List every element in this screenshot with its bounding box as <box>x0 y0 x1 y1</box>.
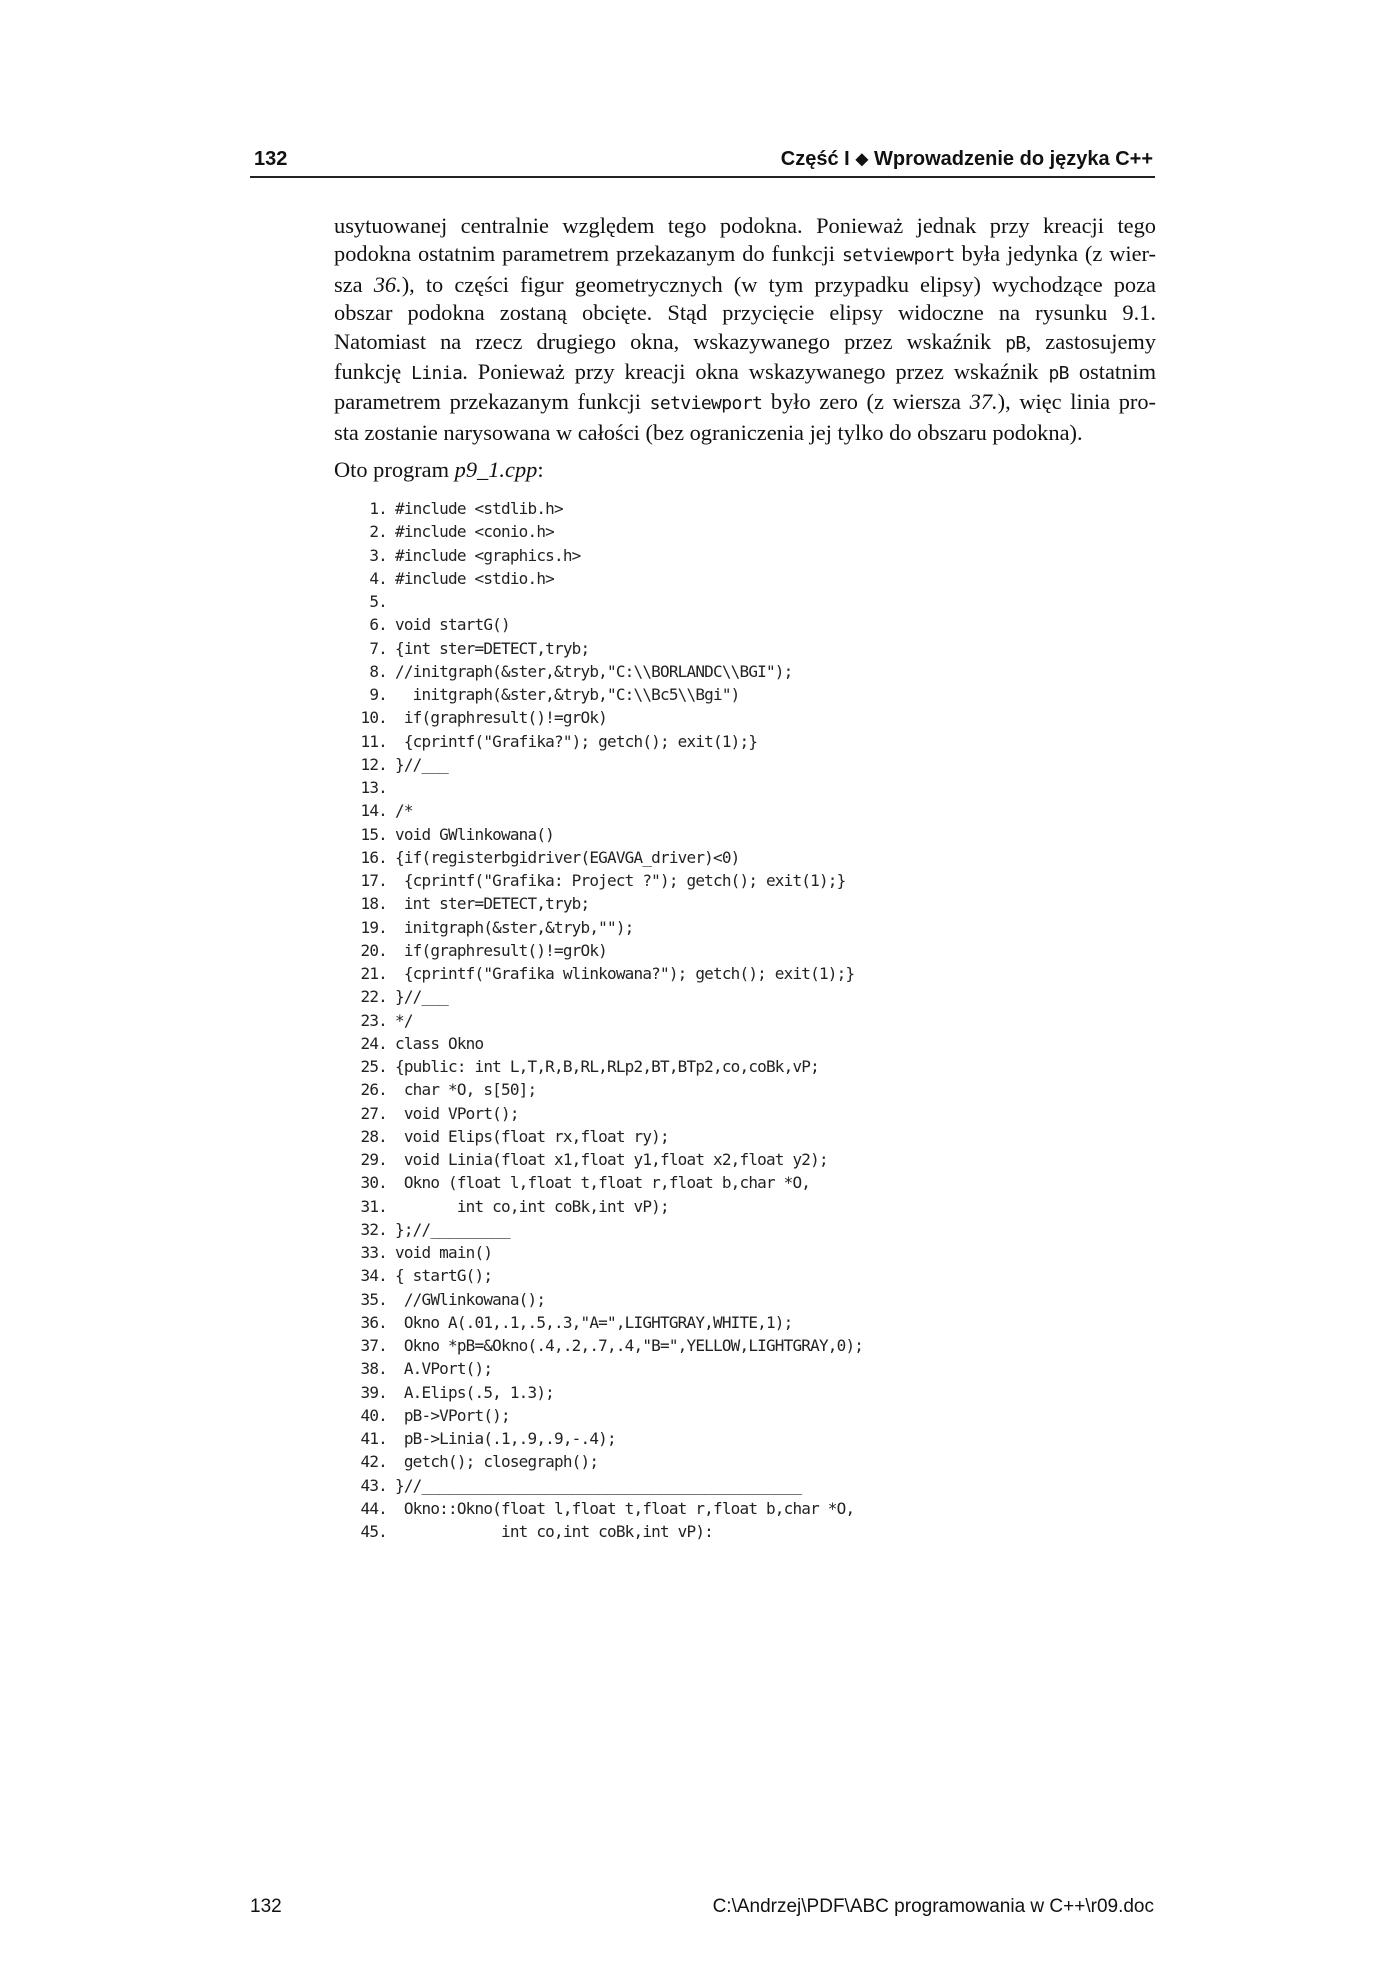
code-line <box>350 753 1150 776</box>
code-text: int co,int coBk,int vP): <box>395 1522 713 1541</box>
code-line <box>350 1032 1150 1055</box>
code-text: #include <stdlib.h> <box>395 499 563 518</box>
code-line <box>350 776 1150 799</box>
code-text: Okno::Okno(float l,float t,float r,float b,char *O, <box>395 1498 855 1518</box>
header-page-number: 132 <box>254 148 288 170</box>
line-number: 35. <box>360 1289 387 1309</box>
code-text: {cprintf("Grafika wlinkowana?"); getch(); exit(1);} <box>395 964 855 983</box>
line-number: 28. <box>360 1126 387 1146</box>
line-number: 21. <box>360 964 387 983</box>
code-line <box>350 1102 1150 1125</box>
header-part: Część I <box>780 148 850 170</box>
code-text: };//_________ <box>395 1219 510 1239</box>
text-line <box>334 240 1156 270</box>
line-number: 44. <box>360 1498 387 1518</box>
line-number: 16. <box>360 847 387 867</box>
line-number: 5. <box>369 592 387 611</box>
footer-page-number: 132 <box>250 1896 282 1917</box>
running-header <box>250 146 1155 178</box>
code-line <box>350 916 1150 939</box>
code-line <box>350 1357 1150 1380</box>
line-number: 12. <box>360 754 387 774</box>
line-number: 3. <box>369 545 387 565</box>
line-number: 32. <box>360 1219 387 1239</box>
code-line <box>350 962 1150 985</box>
code-text: A.Elips(.5, 1.3); <box>395 1382 554 1402</box>
text-line <box>334 419 1156 447</box>
code-text: }//___________________________________________ <box>395 1475 802 1495</box>
line-reference: 37. <box>969 389 998 415</box>
code-text: {cprintf("Grafika: Project ?"); getch(); exit(1);} <box>395 871 846 890</box>
code-line <box>350 869 1150 892</box>
code-text: {public: int L,T,R,B,RL,RLp2,BT,BTp2,co,coBk,vP; <box>395 1057 819 1076</box>
body-paragraph <box>334 212 1156 447</box>
line-number: 29. <box>360 1150 387 1169</box>
inline-code: pB <box>1005 332 1026 354</box>
code-line <box>350 1009 1150 1032</box>
code-text: void Linia(float x1,float y1,float x2,float y2); <box>395 1150 828 1169</box>
line-number: 23. <box>360 1010 387 1030</box>
line-number: 20. <box>360 940 387 960</box>
line-number: 30. <box>360 1173 387 1193</box>
code-text: void main() <box>395 1243 493 1262</box>
text-run: parametrem przekazanym funkcji <box>334 389 650 415</box>
intro-prefix: Oto program <box>334 457 455 482</box>
code-line <box>350 544 1150 567</box>
program-intro <box>334 457 544 483</box>
code-line <box>350 567 1150 590</box>
line-number: 11. <box>360 731 387 751</box>
line-number: 18. <box>360 894 387 914</box>
code-text: void GWlinkowana() <box>395 824 554 844</box>
text-run: usytuowanej centralnie względem tego podokna. Ponieważ jednak przy kreacji tego <box>334 213 1156 238</box>
code-line <box>350 590 1150 613</box>
code-line <box>350 1078 1150 1101</box>
code-line <box>350 892 1150 915</box>
line-number: 39. <box>360 1382 387 1402</box>
code-text: pB->VPort(); <box>395 1405 510 1425</box>
code-line <box>350 637 1150 660</box>
code-line <box>350 823 1150 846</box>
code-line <box>350 1264 1150 1287</box>
line-number: 15. <box>360 824 387 844</box>
code-text: initgraph(&ster,&tryb,"C:\\Bc5\\Bgi") <box>395 685 740 704</box>
code-line <box>350 1195 1150 1218</box>
code-line <box>350 799 1150 822</box>
line-number: 42. <box>360 1452 387 1472</box>
code-line <box>350 1427 1150 1450</box>
code-line <box>350 706 1150 729</box>
intro-suffix: : <box>537 457 544 482</box>
code-line <box>350 1497 1150 1520</box>
code-text: class Okno <box>395 1033 484 1053</box>
code-text: int ster=DETECT,tryb; <box>395 894 590 914</box>
line-number: 17. <box>360 871 387 890</box>
code-line <box>350 1474 1150 1497</box>
code-text: Okno (float l,float t,float r,float b,char *O, <box>395 1173 811 1193</box>
code-text: */ <box>395 1010 413 1030</box>
code-text: getch(); closegraph(); <box>395 1452 599 1472</box>
line-number: 9. <box>369 685 387 704</box>
inline-code: setviewport <box>649 393 763 415</box>
code-line <box>350 1288 1150 1311</box>
line-number: 10. <box>360 708 387 728</box>
text-line <box>334 388 1156 418</box>
code-text: //initgraph(&ster,&tryb,"C:\\BORLANDC\\BGI"); <box>395 661 793 681</box>
code-text: /* <box>395 801 413 821</box>
text-line <box>334 299 1156 327</box>
code-line <box>350 613 1150 636</box>
code-text: #include <conio.h> <box>395 522 554 542</box>
code-text: void Elips(float rx,float ry); <box>395 1126 669 1146</box>
code-line <box>350 1311 1150 1334</box>
line-number: 8. <box>369 661 387 681</box>
line-number: 22. <box>360 987 387 1007</box>
text-run: ), to części figur geometrycznych (w tym przypadku elipsy) wychodzące poza <box>401 271 1156 297</box>
footer-file-path: C:\Andrzej\PDF\ABC programowania w C++\r09.doc <box>712 1896 1154 1917</box>
line-number: 13. <box>360 778 387 797</box>
code-text: { startG(); <box>395 1266 493 1286</box>
line-number: 43. <box>360 1475 387 1495</box>
code-text: void VPort(); <box>395 1103 519 1123</box>
line-number: 37. <box>360 1336 387 1355</box>
inline-code: setviewport <box>841 245 955 267</box>
line-number: 2. <box>369 522 387 542</box>
code-text: {int ster=DETECT,tryb; <box>395 638 590 658</box>
line-number: 40. <box>360 1405 387 1425</box>
text-run: sza <box>334 271 374 297</box>
code-line <box>350 1171 1150 1194</box>
code-text: {cprintf("Grafika?"); getch(); exit(1);} <box>395 731 758 751</box>
code-line <box>350 1450 1150 1473</box>
line-number: 7. <box>369 638 387 658</box>
text-line <box>334 328 1156 358</box>
code-line <box>350 683 1150 706</box>
line-number: 6. <box>369 615 387 635</box>
code-text: initgraph(&ster,&tryb,""); <box>395 917 634 937</box>
code-line <box>350 1148 1150 1171</box>
text-run: funkcję <box>334 359 412 385</box>
line-number: 14. <box>360 801 387 821</box>
line-number: 27. <box>360 1103 387 1123</box>
code-text: if(graphresult()!=grOk) <box>395 940 607 960</box>
line-number: 24. <box>360 1033 387 1053</box>
text-run: podokna ostatnim parametrem przekazanym do funkcji <box>334 241 842 267</box>
text-run: obszar podokna zostaną obcięte. Stąd przycięcie elipsy widoczne na rysunku 9.1. <box>334 300 1156 326</box>
inline-code: pB <box>1048 363 1069 385</box>
code-line <box>350 1241 1150 1264</box>
line-number: 34. <box>360 1266 387 1286</box>
inline-code: Linia <box>411 363 463 385</box>
code-text: }//___ <box>395 754 448 774</box>
code-text: {if(registerbgidriver(EGAVGA_driver)<0) <box>395 847 740 867</box>
header-title <box>781 148 1153 171</box>
line-number: 38. <box>360 1359 387 1379</box>
text-run: , zastosujemy <box>1025 328 1156 354</box>
code-line <box>350 846 1150 869</box>
code-line <box>350 1404 1150 1427</box>
text-run: ), więc linia pro- <box>997 389 1156 415</box>
code-line <box>350 1334 1150 1357</box>
code-line <box>350 1125 1150 1148</box>
code-line <box>350 497 1150 520</box>
code-text: void startG() <box>395 615 510 635</box>
text-run: było zero (z wiersza <box>762 389 970 415</box>
text-run: Natomiast na rzecz drugiego okna, wskazywanego przez wskaźnik <box>334 328 1006 354</box>
code-text: }//___ <box>395 987 448 1007</box>
code-text: Okno *pB=&Okno(.4,.2,.7,.4,"B=",YELLOW,LIGHTGRAY,0); <box>395 1336 864 1355</box>
code-listing <box>350 497 1150 1543</box>
code-line <box>350 985 1150 1008</box>
text-run: . Ponieważ przy kreacji okna wskazywanego przez wskaźnik <box>462 359 1049 385</box>
text-run: była jedynka (z wier- <box>954 241 1156 267</box>
text-line <box>334 212 1156 240</box>
text-line <box>334 358 1156 388</box>
text-run: sta zostanie narysowana w całości (bez ograniczenia jej tylko do obszaru podokna). <box>334 419 1083 445</box>
text-line <box>334 271 1156 299</box>
code-line <box>350 730 1150 753</box>
code-line <box>350 1381 1150 1404</box>
line-number: 41. <box>360 1429 387 1448</box>
line-number: 31. <box>360 1196 387 1216</box>
line-number: 1. <box>369 499 387 518</box>
code-line <box>350 520 1150 543</box>
code-text: char *O, s[50]; <box>395 1080 537 1100</box>
code-text: int co,int coBk,int vP); <box>395 1196 669 1216</box>
code-line <box>350 1520 1150 1543</box>
code-text: #include <graphics.h> <box>395 545 581 565</box>
code-text: pB->Linia(.1,.9,.9,-.4); <box>395 1429 616 1448</box>
line-number: 25. <box>360 1057 387 1076</box>
code-text: //GWlinkowana(); <box>395 1289 546 1309</box>
code-text: A.VPort(); <box>395 1359 493 1379</box>
header-chapter: Wprowadzenie do języka C++ <box>874 148 1153 170</box>
code-text: #include <stdio.h> <box>395 568 554 588</box>
program-filename: p9_1.cpp <box>454 457 538 482</box>
line-number: 33. <box>360 1243 387 1262</box>
text-run: ostatnim <box>1068 359 1156 385</box>
line-number: 26. <box>360 1080 387 1100</box>
line-number: 19. <box>360 917 387 937</box>
code-line <box>350 1218 1150 1241</box>
code-line <box>350 939 1150 962</box>
line-number: 4. <box>369 568 387 588</box>
line-number: 36. <box>360 1312 387 1332</box>
line-number: 45. <box>360 1522 387 1541</box>
code-line <box>350 1055 1150 1078</box>
code-line <box>350 660 1150 683</box>
diamond-icon: ◆ <box>855 151 869 168</box>
line-reference: 36. <box>373 271 402 297</box>
code-text: Okno A(.01,.1,.5,.3,"A=",LIGHTGRAY,WHITE,1); <box>395 1312 793 1332</box>
code-text: if(graphresult()!=grOk) <box>395 708 607 728</box>
